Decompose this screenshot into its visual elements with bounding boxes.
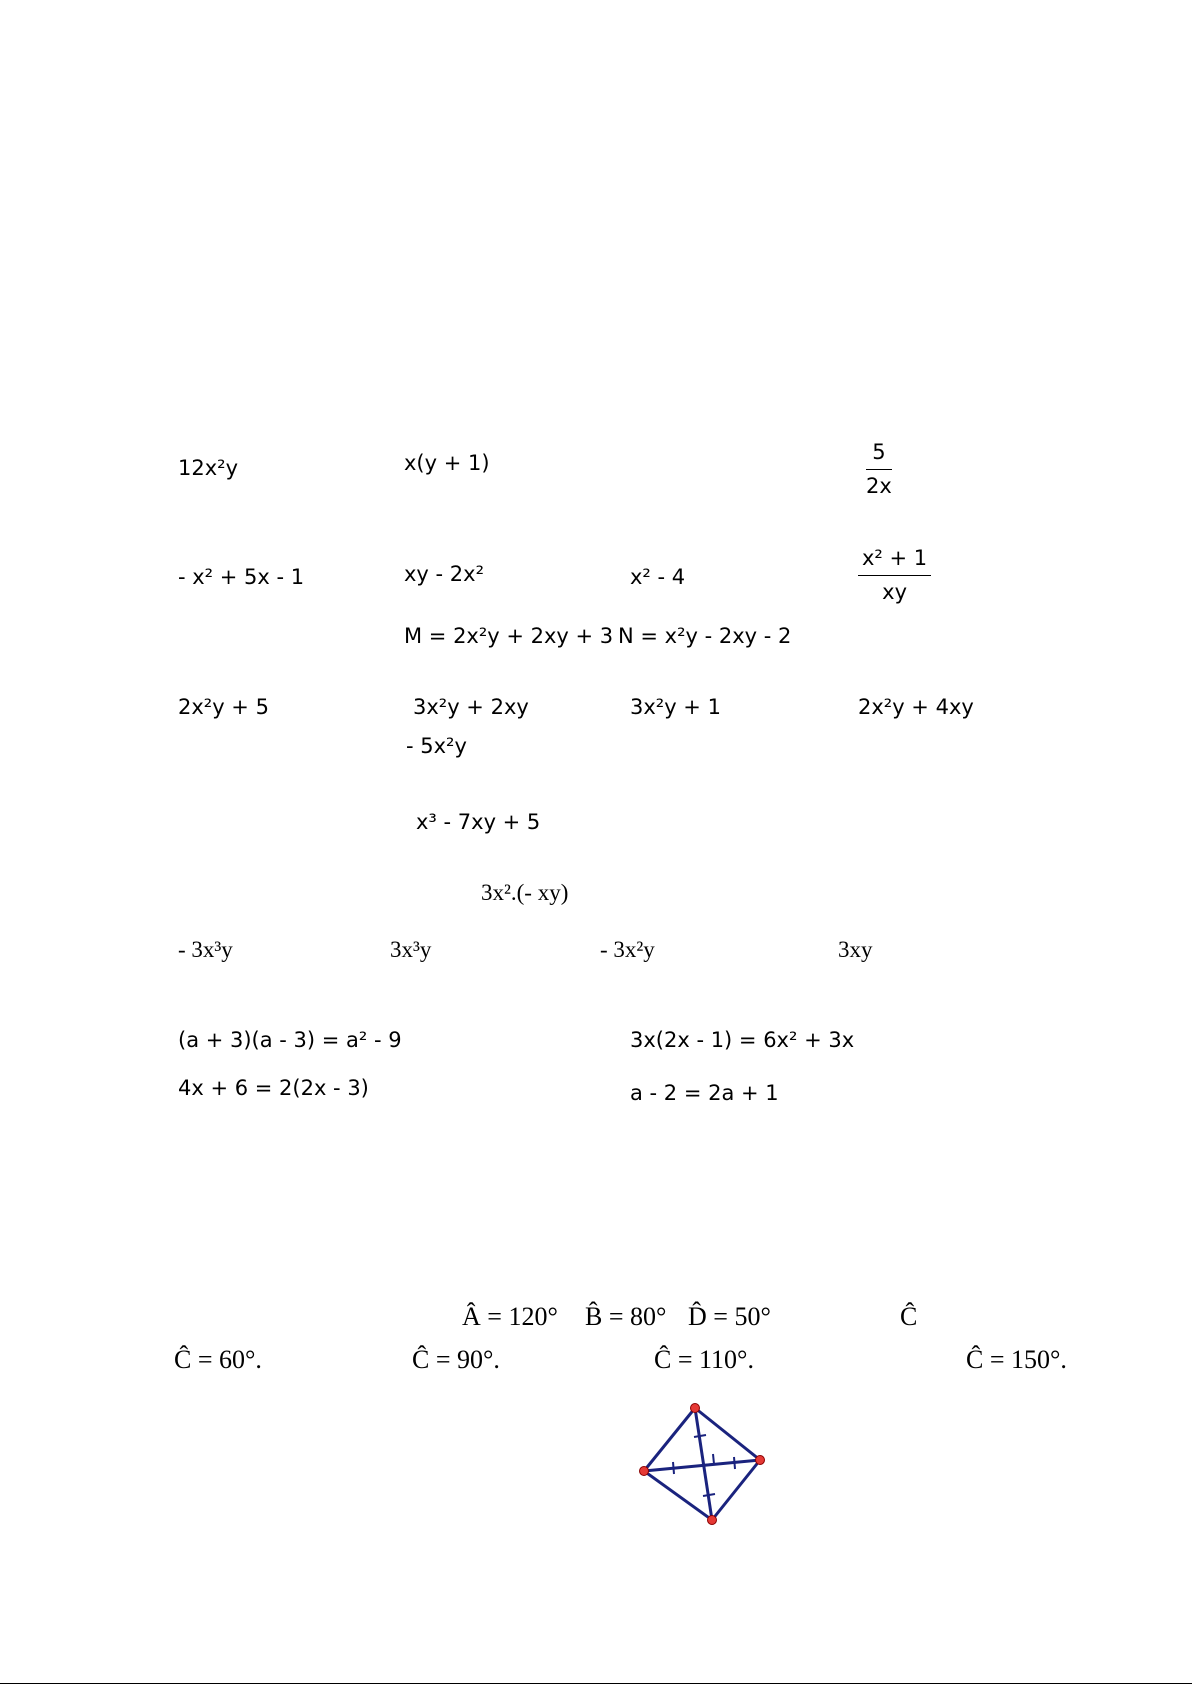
q3-option-c: 3x²y + 1: [630, 695, 721, 719]
vertex-bottom: [708, 1516, 717, 1525]
q8-option-c: Ĉ = 110°.: [654, 1345, 754, 1374]
q1-option-d-fraction: [866, 442, 892, 497]
vertex-left: [640, 1467, 649, 1476]
tick-mark-2: [703, 1494, 715, 1496]
q8-option-b: Ĉ = 90°.: [412, 1345, 500, 1374]
q2-option-d-numerator: x² + 1: [858, 548, 931, 576]
q7-option-c: 4x + 6 = 2(2x - 3): [178, 1076, 369, 1100]
q6-option-b: 3x³y: [390, 937, 432, 962]
q2-option-c: x² - 4: [630, 565, 686, 589]
vertex-right: [756, 1456, 765, 1465]
tick-mark-1: [694, 1435, 706, 1437]
q1-option-b: x(y + 1): [404, 451, 490, 475]
q2-option-b: xy - 2x²: [404, 562, 484, 586]
q3-option-d: 2x²y + 4xy: [858, 695, 974, 719]
quadrilateral-figure: [630, 1395, 770, 1533]
footer-divider: [0, 1683, 1192, 1684]
q8-angle-c: Ĉ: [900, 1302, 918, 1331]
q2-option-d-fraction: [858, 548, 931, 603]
q1-option-d-numerator: 5: [866, 442, 892, 470]
q7-option-b: 3x(2x - 1) = 6x² + 3x: [630, 1028, 855, 1052]
q8-option-a: Ĉ = 60°.: [174, 1345, 262, 1374]
q1-option-a: 12x²y: [178, 456, 238, 480]
q8-angle-a: Â = 120°: [462, 1302, 558, 1331]
tick-mark-4: [734, 1457, 735, 1469]
tick-mark-3: [673, 1462, 674, 1474]
q8-option-d: Ĉ = 150°.: [966, 1345, 1067, 1374]
q6-option-c: - 3x²y: [600, 937, 655, 962]
q8-angle-b: B̂ = 80°: [585, 1302, 667, 1331]
q1-option-d-denominator: 2x: [866, 474, 892, 498]
q2-option-d-denominator: xy: [882, 580, 907, 604]
q2-option-a: - x² + 5x - 1: [178, 565, 305, 589]
q3-polynomial-n: N = x²y - 2xy - 2: [618, 624, 792, 648]
q6-product: 3x².(- xy): [481, 880, 569, 905]
q7-option-d: a - 2 = 2a + 1: [630, 1081, 779, 1105]
vertex-top: [691, 1404, 700, 1413]
q6-option-d: 3xy: [838, 937, 873, 962]
q7-option-a: (a + 3)(a - 3) = a² - 9: [178, 1028, 402, 1052]
q3-option-a: 2x²y + 5: [178, 695, 269, 719]
q8-angle-d: D̂ = 50°: [688, 1302, 771, 1331]
q5-polynomial: x³ - 7xy + 5: [416, 810, 541, 834]
q3-polynomial-m: M = 2x²y + 2xy + 3: [404, 624, 614, 648]
q6-option-a: - 3x³y: [178, 937, 233, 962]
q3-option-b: 3x²y + 2xy: [413, 695, 529, 719]
q4-term: - 5x²y: [406, 734, 467, 758]
